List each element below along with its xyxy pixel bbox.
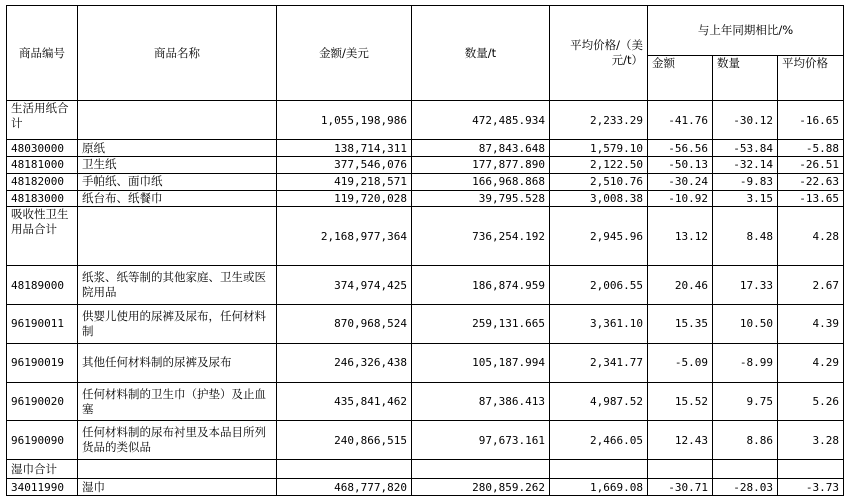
row-amount: 119,720,028 [277,190,412,207]
row-amount: 435,841,462 [277,382,412,421]
row-d-price: -26.51 [778,157,844,174]
row-d-amount: 12.43 [648,421,713,460]
row-d-price: 4.39 [778,304,844,343]
row-d-quantity: -28.03 [713,479,778,496]
row-quantity: 87,386.413 [412,382,550,421]
row-quantity: 105,187.994 [412,343,550,382]
row-d-quantity: 8.86 [713,421,778,460]
table-row [7,266,844,305]
table-row [7,421,844,460]
row-code: 48189000 [7,266,78,305]
row-quantity: 259,131.665 [412,304,550,343]
header-name: 商品名称 [78,6,277,101]
row-amount: 240,866,515 [277,421,412,460]
table-row [7,190,844,207]
row-d-price: 4.29 [778,343,844,382]
row-d-amount: -41.76 [648,101,713,140]
row-name: 手帕纸、面巾纸 [78,173,277,190]
row-amount: 138,714,311 [277,140,412,157]
row-d-price: 4.28 [778,207,844,266]
row-code: 96190011 [7,304,78,343]
header-code: 商品编号 [7,6,78,101]
header-yoy-price: 平均价格 [778,56,844,101]
row-code: 48182000 [7,173,78,190]
table-row [7,207,844,266]
table-row [7,343,844,382]
row-price: 2,466.05 [550,421,648,460]
row-price: 2,945.96 [550,207,648,266]
row-amount: 870,968,524 [277,304,412,343]
table-row [7,140,844,157]
table-row [7,101,844,140]
row-amount: 374,974,425 [277,266,412,305]
row-name: 卫生纸 [78,157,277,174]
header-avg-price: 平均价格/（美元/t） [550,6,648,101]
row-name: 任何材料制的尿布衬里及本品目所列货品的类似品 [78,421,277,460]
row-price [550,460,648,479]
row-d-amount: -56.56 [648,140,713,157]
row-quantity: 166,968.868 [412,173,550,190]
row-name: 湿巾 [78,479,277,496]
row-name [78,460,277,479]
row-amount: 1,055,198,986 [277,101,412,140]
row-code: 48183000 [7,190,78,207]
row-d-quantity: 9.75 [713,382,778,421]
row-price: 3,008.38 [550,190,648,207]
row-amount: 246,326,438 [277,343,412,382]
row-d-quantity: -9.83 [713,173,778,190]
row-d-amount: -10.92 [648,190,713,207]
row-d-amount [648,460,713,479]
row-code: 生活用纸合计 [7,101,78,140]
row-name: 纸浆、纸等制的其他家庭、卫生或医院用品 [78,266,277,305]
row-amount: 419,218,571 [277,173,412,190]
row-price: 2,122.50 [550,157,648,174]
row-price: 2,341.77 [550,343,648,382]
row-d-amount: -30.24 [648,173,713,190]
row-d-amount: 13.12 [648,207,713,266]
row-quantity: 97,673.161 [412,421,550,460]
row-amount: 377,546,076 [277,157,412,174]
row-d-quantity: 17.33 [713,266,778,305]
row-name: 供婴儿使用的尿裤及尿布，任何材料制 [78,304,277,343]
row-name: 其他任何材料制的尿裤及尿布 [78,343,277,382]
row-d-price: -3.73 [778,479,844,496]
row-code: 吸收性卫生用品合计 [7,207,78,266]
row-quantity: 736,254.192 [412,207,550,266]
row-name: 任何材料制的卫生巾（护垫）及止血塞 [78,382,277,421]
row-d-amount: -5.09 [648,343,713,382]
row-d-price: 5.26 [778,382,844,421]
row-code: 48030000 [7,140,78,157]
header-yoy-quantity: 数量 [713,56,778,101]
row-name [78,207,277,266]
row-d-price [778,460,844,479]
row-price: 1,579.10 [550,140,648,157]
row-quantity: 39,795.528 [412,190,550,207]
row-name: 纸台布、纸餐巾 [78,190,277,207]
row-d-quantity: 8.48 [713,207,778,266]
row-name [78,101,277,140]
row-d-amount: 20.46 [648,266,713,305]
row-quantity: 280,859.262 [412,479,550,496]
row-amount: 2,168,977,364 [277,207,412,266]
row-d-price: -13.65 [778,190,844,207]
row-d-amount: 15.52 [648,382,713,421]
row-d-quantity: -30.12 [713,101,778,140]
row-quantity: 87,843.648 [412,140,550,157]
row-d-quantity: -32.14 [713,157,778,174]
row-d-price: -5.88 [778,140,844,157]
row-d-price: -22.63 [778,173,844,190]
row-code: 96190019 [7,343,78,382]
row-code: 48181000 [7,157,78,174]
row-price: 1,669.08 [550,479,648,496]
row-d-quantity: -8.99 [713,343,778,382]
header-yoy-amount: 金额 [648,56,713,101]
row-code: 96190090 [7,421,78,460]
row-quantity: 177,877.890 [412,157,550,174]
row-d-price: 3.28 [778,421,844,460]
row-name: 原纸 [78,140,277,157]
table-row [7,382,844,421]
row-price: 2,510.76 [550,173,648,190]
row-quantity [412,460,550,479]
row-price: 2,233.29 [550,101,648,140]
row-d-quantity: -53.84 [713,140,778,157]
row-code: 34011990 [7,479,78,496]
row-d-quantity [713,460,778,479]
header-quantity: 数量/t [412,6,550,101]
row-quantity: 472,485.934 [412,101,550,140]
table-row [7,173,844,190]
row-d-amount: 15.35 [648,304,713,343]
row-quantity: 186,874.959 [412,266,550,305]
table-row [7,479,844,496]
row-d-price: 2.67 [778,266,844,305]
row-code: 湿巾合计 [7,460,78,479]
table-row [7,460,844,479]
row-amount: 468,777,820 [277,479,412,496]
row-price: 3,361.10 [550,304,648,343]
row-d-amount: -50.13 [648,157,713,174]
row-amount [277,460,412,479]
trade-table [6,5,844,496]
row-d-amount: -30.71 [648,479,713,496]
header-yoy: 与上年同期相比/% [648,6,844,56]
row-price: 4,987.52 [550,382,648,421]
table-row [7,304,844,343]
row-d-quantity: 10.50 [713,304,778,343]
row-d-price: -16.65 [778,101,844,140]
header-amount: 金额/美元 [277,6,412,101]
table-row [7,157,844,174]
row-d-quantity: 3.15 [713,190,778,207]
row-price: 2,006.55 [550,266,648,305]
row-code: 96190020 [7,382,78,421]
